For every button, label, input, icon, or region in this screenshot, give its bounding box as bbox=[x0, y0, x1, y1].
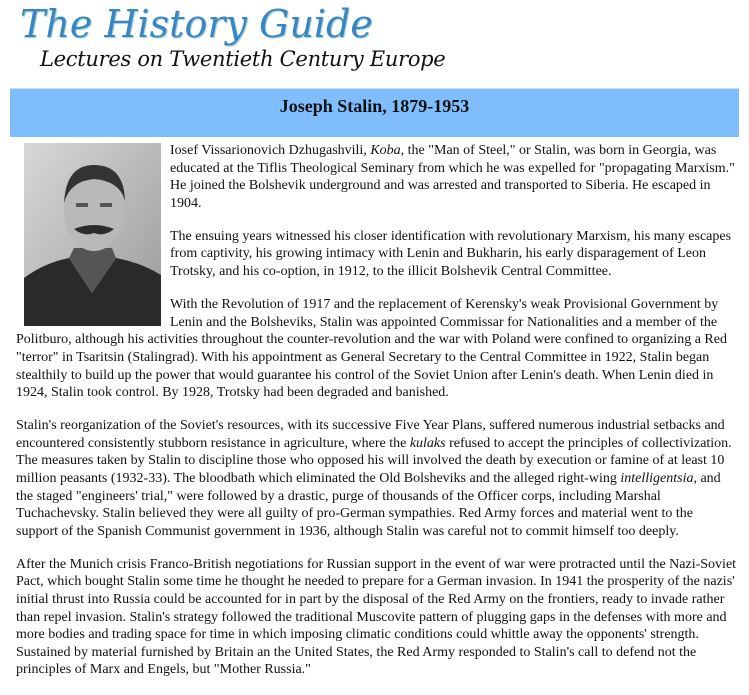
page-title: Joseph Stalin, 1879-1953 bbox=[279, 96, 470, 116]
title-banner bbox=[10, 88, 739, 137]
site-title: The History Guide bbox=[20, 2, 373, 46]
site-logo[interactable] bbox=[20, 2, 445, 72]
site-subtitle: Lectures on Twentieth Century Europe bbox=[40, 47, 446, 71]
article-body bbox=[16, 142, 738, 695]
paragraph-rise-to-power: With the Revolution of 1917 and the replacement of Kerensky's weak Provisional Government by Lenin and the Bolsheviks, Stalin was appointed Commissar for Nationalities and a member of the Politburo, although his activities throughout the counter-revolution and the war with Poland were confined to organizing a Red "terror" in Tsaritsin (Stalingrad). With his appointment as General Secretary to the Central Committee in 1922, Stalin began stealthily to build up the power that would guarantee his control of the Soviet Union after Lenin's death. When Lenin died in 1924, Stalin took control. By 1928, Trotsky had been degraded and banished. bbox=[16, 297, 727, 401]
paragraph-reorganization: Stalin's reorganization of the Soviet's resources, with its successive Five Year Plans, suffered numerous industrial setbacks and encountered consistently stubborn resistance in agriculture, where the kulaks refused to accept the principles of collectivization. The measures taken by Stalin to discipline those who opposed his will involved the death by execution or famine of at least 10 million peasants (1932-33). The bloodbath which eliminated the Old Bolsheviks and the alleged right-wing intelligentsia, and the staged "engineers' trial," were followed by a drastic, purge of thousands of the Officer corps, including Marshal Tuchachevsky. Stalin believed they were all guilty of pro-German sympathies. Red Army forces and material went to the support of the Spanish Communist government in 1936, although Stalin was careful not to commit himself too deeply. bbox=[16, 418, 732, 539]
paragraph-early-life: Iosef Vissarionovich Dzhugashvili, Koba, the "Man of Steel," or Stalin, was born in Georgia, was educated at the Tiflis Theological Seminary from which he was expelled for "propagating Marxism." He joined the Bolshevik underground and was arrested and transported to Siberia. He escaped in 1904. bbox=[170, 143, 735, 211]
paragraph-revolutionary-years: The ensuing years witnessed his closer identification with revolutionary Marxism, his many escapes from captivity, his growing intimacy with Lenin and Bukharin, his early disparagement of Leon Trotsky, and his co-option, in 1912, to the illicit Bolshevik Central Committee. bbox=[170, 228, 732, 280]
paragraph-world-war: After the Munich crisis Franco-British negotiations for Russian support in the event of war were protracted until the Nazi-Soviet Pact, which bought Stalin some time he thought he needed to prepare for a German invasion. In 1941 the prosperity of the nazis' initial thrust into Russia could be accounted for in part by the disposal of the Red Army on the frontiers, ready to invade rather than repel invasion. Stalin's strategy followed the traditional Muscovite pattern of plugging gaps in the defenses with more and more bodies and trading space for time in which imposing climatic conditions could whittle away the opponents' strength. Sustained by material furnished by Britain an the United States, the Red Army responded to Stalin's call to defend not the principles of Marx and Engels, but "Mother Russia." bbox=[16, 556, 737, 678]
stalin-portrait-image bbox=[24, 143, 161, 326]
